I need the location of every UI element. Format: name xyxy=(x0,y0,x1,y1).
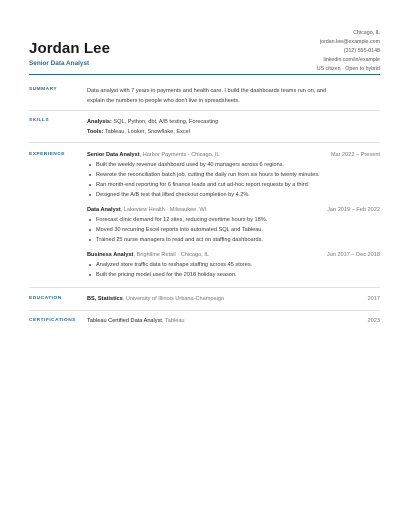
contact-block xyxy=(317,29,380,74)
candidate-name: Jordan Lee xyxy=(29,40,111,57)
experience-body xyxy=(87,150,380,280)
job-company: , Lakeview Health · Milwaukee, WI xyxy=(120,207,207,213)
section-divider xyxy=(29,310,380,311)
job-bullet: Built the pricing model used for the 2018 holiday season. xyxy=(87,270,380,280)
degree: BS, Statistics xyxy=(87,296,123,302)
summary-label: SUMMARY xyxy=(29,87,58,92)
contact-status: US citizen · Open to hybrid xyxy=(316,66,380,73)
job-entry xyxy=(87,150,380,200)
job-dates: Jan 2019 – Feb 2022 xyxy=(327,207,380,213)
certification-issuer: , Tableau xyxy=(161,318,185,324)
job-title: Data Analyst xyxy=(87,207,121,213)
candidate-role: Senior Data Analyst xyxy=(29,60,90,67)
job-dates: Mar 2022 – Present xyxy=(330,152,380,158)
section-divider xyxy=(29,110,380,111)
summary-line: explain the numbers to people who don't live in spreadsheets. xyxy=(87,98,240,104)
contact-location: Chicago, IL xyxy=(353,30,380,36)
skill-category: Tools: xyxy=(87,129,104,135)
contact-phone: (312) 555-0148 xyxy=(343,48,380,55)
job-bullet: Analyzed store traffic data to reshape staffing across 45 stores. xyxy=(87,260,380,270)
section-divider xyxy=(29,142,380,143)
section-divider xyxy=(29,287,380,288)
education-body xyxy=(87,294,380,304)
skill-values: SQL, Python, dbt, A/B testing, Forecasting xyxy=(111,119,219,125)
job-bullet: Rewrote the reconciliation batch job, cutting the daily run from six hours to twenty minutes. xyxy=(87,170,380,180)
skill-category: Analysis: xyxy=(87,119,112,125)
certifications-body xyxy=(87,316,380,326)
job-header xyxy=(87,205,380,215)
job-bullet: Designed the A/B test that lifted checkout completion by 4.2%. xyxy=(87,190,380,200)
contact-email[interactable]: jordan.lee@example.com xyxy=(319,39,380,46)
job-bullet: Forecast clinic demand for 12 sites, reducing overtime hours by 18%. xyxy=(87,215,380,225)
skills-label: SKILLS xyxy=(29,118,50,123)
header-divider xyxy=(29,74,380,75)
skill-values: Tableau, Looker, Snowflake, Excel xyxy=(103,129,191,135)
certification-year: 2023 xyxy=(367,318,380,324)
skill-line-tools xyxy=(87,127,380,137)
education-entry xyxy=(87,294,380,304)
skills-body xyxy=(87,117,380,137)
contact-linkedin[interactable]: linkedin.com/in/example xyxy=(323,57,380,64)
job-dates: Jun 2017 – Dec 2018 xyxy=(326,252,380,258)
school: , University of Illinois Urbana-Champaign xyxy=(122,296,225,302)
certifications-label: CERTIFICATIONS xyxy=(29,318,76,323)
job-bullets xyxy=(87,260,380,280)
summary-line: Data analyst with 7 years in payments and health care. I build the dashboards teams run on, and xyxy=(87,88,327,94)
certification-entry xyxy=(87,316,380,326)
job-bullet: Built the weekly revenue dashboard used by 40 managers across 6 regions. xyxy=(87,160,380,170)
job-header xyxy=(87,150,380,160)
job-header xyxy=(87,250,380,260)
job-entry xyxy=(87,250,380,280)
job-bullets xyxy=(87,160,380,200)
education-label: EDUCATION xyxy=(29,296,62,301)
job-entry xyxy=(87,205,380,245)
job-title: Senior Data Analyst xyxy=(87,152,140,158)
job-bullets xyxy=(87,215,380,245)
job-bullet: Moved 30 recurring Excel reports into automated SQL and Tableau. xyxy=(87,225,380,235)
job-company: , Harbor Payments · Chicago, IL xyxy=(139,152,220,158)
skill-line-analysis xyxy=(87,117,380,127)
graduation-year: 2017 xyxy=(367,296,380,302)
job-bullet: Ran month-end reporting for 6 finance leads and cut ad-hoc report requests by a third. xyxy=(87,180,380,190)
job-bullet: Trained 25 nurse managers to read and act on staffing dashboards. xyxy=(87,235,380,245)
job-title: Business Analyst xyxy=(87,252,134,258)
certification-name: Tableau Certified Data Analyst xyxy=(87,318,162,324)
job-company: , Brightline Retail · Chicago, IL xyxy=(133,252,209,258)
experience-label: EXPERIENCE xyxy=(29,152,65,157)
summary-body xyxy=(87,86,380,106)
